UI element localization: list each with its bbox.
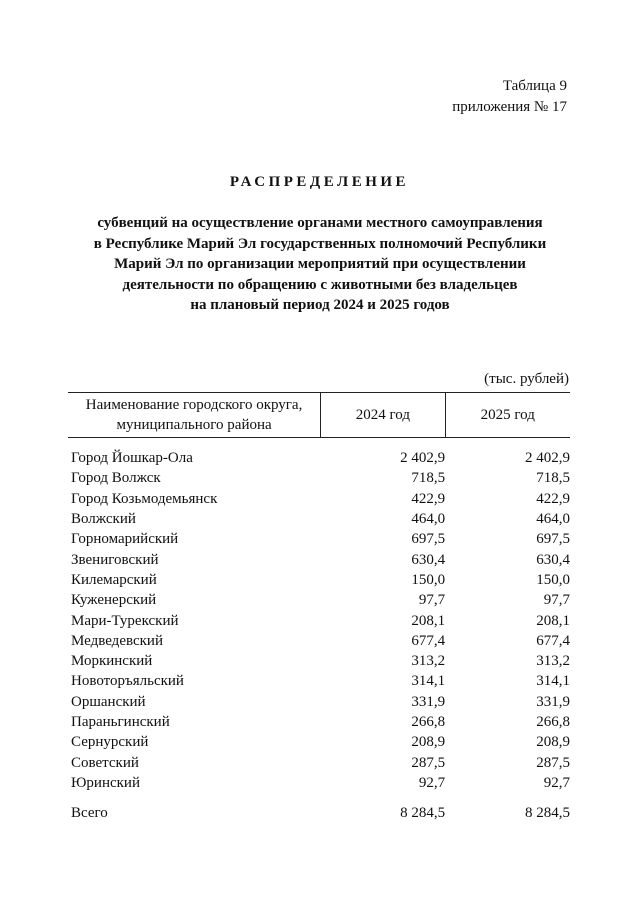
table-row xyxy=(68,671,570,691)
row-name: Город Волжск xyxy=(71,470,161,487)
row-name: Куженерский xyxy=(71,592,157,609)
row-name: Оршанский xyxy=(71,693,146,710)
row-value-2024: 422,9 xyxy=(411,490,446,507)
row-name: Мари-Турекский xyxy=(71,612,179,629)
table-row xyxy=(68,468,570,488)
table-row xyxy=(68,509,570,529)
row-name: Параньгинский xyxy=(71,714,170,730)
table-header-row xyxy=(68,393,570,438)
row-name: Город Козьмодемьянск xyxy=(71,490,218,507)
table-row xyxy=(68,732,570,752)
header-name-line: Наименование городского округа, xyxy=(85,397,303,413)
row-value-2024: 97,7 xyxy=(418,592,446,609)
row-name: Новоторъяльский xyxy=(71,673,184,690)
row-value-2024: 464,0 xyxy=(411,511,446,528)
subtitle-line: деятельности по обращению с животными без владельцев xyxy=(122,276,518,293)
row-value-2024: 677,4 xyxy=(411,632,446,649)
row-name: Медведевский xyxy=(71,632,163,649)
row-name: Волжский xyxy=(71,511,136,528)
row-value-2024: 718,5 xyxy=(411,470,446,487)
row-value-2025: 92,7 xyxy=(543,774,570,791)
table-row xyxy=(68,773,570,793)
header-name xyxy=(68,393,321,438)
row-name: Килемарский xyxy=(71,571,157,588)
appendix-reference xyxy=(452,76,567,118)
row-value-2025: 208,1 xyxy=(536,612,570,629)
row-name: Звениговский xyxy=(71,551,159,568)
total-value-2024: 8 284,5 xyxy=(400,804,446,821)
row-value-2024: 331,9 xyxy=(411,693,446,710)
total-value-2025: 8 284,5 xyxy=(525,804,570,821)
row-value-2025: 464,0 xyxy=(536,511,570,528)
table-row xyxy=(68,549,570,569)
row-name: Юринский xyxy=(71,774,140,791)
row-value-2024: 2 402,9 xyxy=(400,450,446,467)
row-value-2024: 313,2 xyxy=(411,653,446,670)
table-row xyxy=(68,752,570,772)
total-row xyxy=(68,801,570,825)
row-name: Моркинский xyxy=(71,653,153,670)
appendix-table-number: Таблица 9 xyxy=(502,78,567,94)
row-value-2024: 208,1 xyxy=(411,612,446,629)
subtitle-line: субвенций на осуществление органами местного самоуправления xyxy=(97,215,543,231)
row-value-2025: 287,5 xyxy=(536,754,570,771)
subtitle-line: в Республике Марий Эл государственных полномочий Республики xyxy=(93,235,547,252)
document-subtitle xyxy=(60,213,580,316)
row-value-2025: 630,4 xyxy=(536,551,570,568)
units-label: (тыс. рублей) xyxy=(484,371,569,387)
row-name: Советский xyxy=(71,754,139,771)
distribution-table xyxy=(68,392,570,825)
row-value-2024: 314,1 xyxy=(411,673,446,690)
row-value-2025: 208,9 xyxy=(536,734,570,751)
row-value-2024: 697,5 xyxy=(411,531,446,548)
table-row xyxy=(68,590,570,610)
row-value-2025: 422,9 xyxy=(536,490,570,507)
header-name-line: муниципального района xyxy=(116,417,272,433)
header-2025: 2025 год xyxy=(445,393,570,438)
row-value-2025: 150,0 xyxy=(536,571,570,588)
subtitle-line: Марий Эл по организации мероприятий при осуществлении xyxy=(114,256,526,272)
subtitle-line: на плановый период 2024 и 2025 годов xyxy=(190,297,450,313)
total-label: Всего xyxy=(71,804,108,821)
row-value-2025: 2 402,9 xyxy=(525,450,570,467)
row-value-2025: 718,5 xyxy=(536,470,570,487)
row-value-2025: 677,4 xyxy=(536,632,570,649)
table-row xyxy=(68,529,570,549)
table-row xyxy=(68,651,570,671)
table-row xyxy=(68,692,570,712)
row-value-2025: 697,5 xyxy=(536,531,570,548)
document-title: РАСПРЕДЕЛЕНИЕ xyxy=(229,174,410,190)
row-value-2025: 314,1 xyxy=(536,673,570,690)
row-name: Сернурский xyxy=(71,734,149,751)
table-row xyxy=(68,712,570,732)
row-value-2024: 92,7 xyxy=(418,774,446,791)
table-row xyxy=(68,631,570,651)
row-value-2024: 266,8 xyxy=(411,714,446,730)
table-row xyxy=(68,610,570,630)
row-value-2025: 313,2 xyxy=(536,653,570,670)
appendix-number: приложения № 17 xyxy=(452,99,567,115)
row-value-2024: 150,0 xyxy=(411,571,446,588)
header-2024: 2024 год xyxy=(321,393,445,438)
row-value-2024: 208,9 xyxy=(411,734,446,751)
row-value-2024: 630,4 xyxy=(411,551,446,568)
row-value-2025: 97,7 xyxy=(543,592,570,609)
row-value-2025: 266,8 xyxy=(536,714,570,730)
row-name: Город Йошкар-Ола xyxy=(71,450,193,467)
row-name: Горномарийский xyxy=(71,531,179,548)
table-row xyxy=(68,448,570,468)
table-body xyxy=(68,438,570,826)
table-row xyxy=(68,489,570,509)
table-row xyxy=(68,570,570,590)
row-value-2025: 331,9 xyxy=(536,693,570,710)
row-value-2024: 287,5 xyxy=(411,754,446,771)
